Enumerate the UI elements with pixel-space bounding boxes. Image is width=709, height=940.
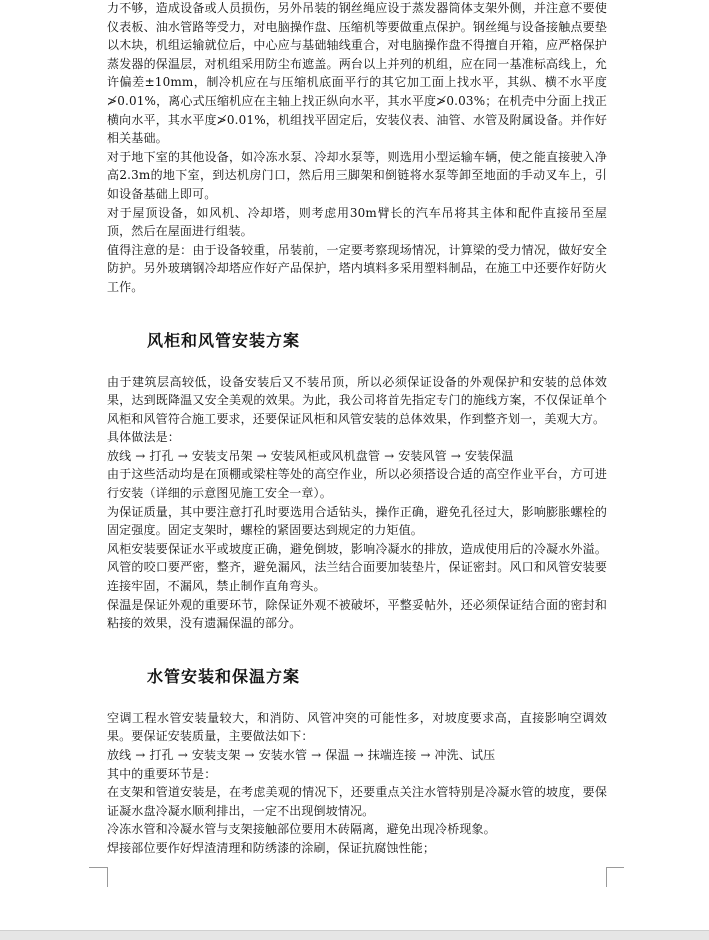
margin-corner-mark-left — [89, 867, 108, 887]
section-heading-air-handler: 风柜和风管安装方案 — [147, 330, 301, 350]
margin-corner-mark-right-line — [606, 867, 624, 868]
paragraph: 空调工程水管安装量较大，和消防、风管冲突的可能性多，对坡度要求高，直接影响空调效果。要保证安装质量，主要做法如下： — [107, 710, 607, 744]
paragraph: 其中的重要环节是： — [107, 766, 217, 781]
paragraph: 由于建筑层高较低，设备安装后又不装吊顶，所以必须保证设备的外观保护和安装的总体效果，达到既降温又安全美观的效果。为此，我公司将首先指定专门的施线方案，不仅保证单个风柜和风管符合施工要求，还要保证风柜和风管安装的总体效果，作到整齐划一，美观大方。 — [107, 374, 607, 426]
spacer — [107, 687, 607, 709]
process-flow: 放线 → 打孔 → 安装支吊架 → 安装风柜或风机盘管 → 安装风管 → 安装保温 — [107, 448, 514, 463]
process-flow: 放线 → 打孔 → 安装支架 → 安装水管 → 保温 → 抹端连接 → 冲洗、试压 — [107, 748, 496, 762]
paragraph: 焊接部位要作好焊渣清理和防绣漆的涂刷，保证抗腐蚀性能； — [107, 840, 436, 855]
paragraph: 由于这些活动均是在顶棚或梁柱等处的高空作业，所以必须搭设合适的高空作业平台，方可进行安装（详细的示意图见施工安全一章）。 — [107, 467, 607, 501]
paragraph: 冷冻水管和冷凝水管与支架接触部位要用木砖隔离，避免出现冷桥现象。 — [107, 822, 496, 837]
margin-corner-mark-left-line — [89, 867, 107, 868]
paragraph: 对于屋顶设备，如风机、冷却塔，则考虑用30m臂长的汽车吊将其主体和配件直接吊至屋顶，然后在屋面进行组装。 — [107, 205, 607, 239]
document-body — [107, 0, 607, 858]
paragraph: 为保证质量，其中要注意打孔时要选用合适钻头，操作正确，避免孔径过大，影响膨胀螺栓的固定强度。固定支架时，螺栓的紧固要达到规定的力矩值。 — [107, 504, 607, 538]
paragraph: 保温是保证外观的重要环节，除保证外观不被破坏，平整妥帖外，还必须保证结合面的密封和粘接的效果，没有遗漏保温的部分。 — [107, 597, 607, 631]
paragraph: 对于地下室的其他设备，如冷冻水泵、冷却水泵等，则选用小型运输车辆，使之能直接驶入净高2.3m的地下室，到达机房门口，然后用三脚架和倒链将水泵等卸至地面的手动叉车上，引如设备基础上即可。 — [107, 149, 607, 201]
spacer — [107, 351, 607, 373]
paragraph: 具体做法是： — [107, 430, 180, 445]
paragraph: 力不够，造成设备或人员损伤，另外吊装的钢丝绳应设于蒸发器筒体支架外侧，并注意不要使仪表板、油水管路等受力，对电脑操作盘、压缩机等要做重点保护。钢丝绳与设备接触点要垫以木块，机组运输就位后，中心应与基础轴线重合，对电脑操作盘不得擅自开箱，应严格保护蒸发器的保温层，对机组采用防尘布遮盖。两台以上并列的机组，应在同一基准标高线上，允许偏差±10mm，制冷机应在与压缩机底面平行的其它加工面上找水平，其纵、横不水平度≯0.01%，离心式压缩机应在主轴上找正纵向水平，其水平度≯0.03%；在机壳中分面上找正横向水平，其水平度≯0.01%，机组找平固定后，安装仪表、油管、水管及附属设备。并作好相关基础。 — [107, 1, 607, 146]
paragraph: 风柜安装要保证水平或坡度正确，避免倒坡，影响冷凝水的排放，造成使用后的冷凝水外溢。风管的咬口要严密，整齐，避免漏风，法兰结合面要加装垫片，保证密封。风口和风管安装要连接牢固，不漏风，禁止制作直角弯头。 — [107, 541, 607, 594]
paragraph: 在支架和管道安装是，在考虑美观的情况下，还要重点关注水管特别是冷凝水管的坡度，要保证凝水盘冷凝水顺利排出，一定不出现倒坡情况。 — [107, 785, 607, 818]
margin-corner-mark-right — [606, 867, 625, 887]
spacer — [107, 633, 607, 667]
paragraph: 值得注意的是：由于设备较重，吊装前，一定要考察现场情况，计算梁的受力情况，做好安全防护。另外玻璃钢冷却塔应作好产品保护，塔内填料多采用塑料制品，在施工中还要作好防火工作。 — [107, 242, 607, 294]
spacer — [107, 297, 607, 331]
section-heading-water-pipe: 水管安装和保温方案 — [147, 666, 301, 686]
